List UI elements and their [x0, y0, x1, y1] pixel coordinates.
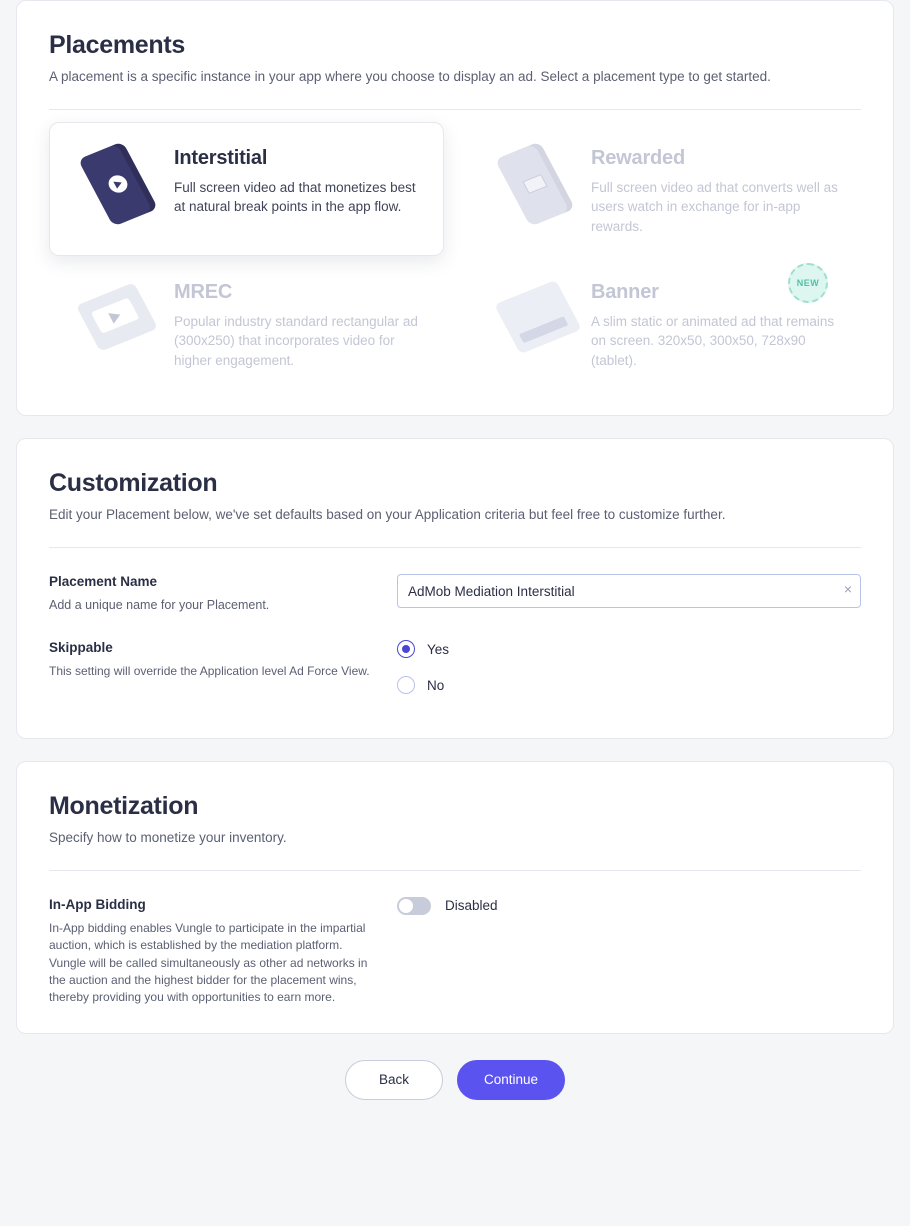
placement-option-description: Popular industry standard rectangular ad (300x250) that incorporates video for higher engagement. — [174, 313, 418, 368]
wizard-footer — [0, 1060, 910, 1100]
rewarded-illustration-icon — [487, 141, 583, 227]
continue-button[interactable]: Continue — [457, 1060, 565, 1100]
clear-icon[interactable]: × — [843, 581, 852, 598]
radio-icon[interactable] — [397, 676, 415, 694]
banner-illustration-icon — [487, 275, 583, 361]
skippable-option-yes[interactable] — [397, 640, 861, 658]
skippable-label: Skippable — [49, 640, 113, 656]
placement-option-title: MREC — [174, 280, 233, 303]
placement-option-interstitial[interactable] — [49, 122, 444, 256]
radio-icon[interactable] — [397, 640, 415, 658]
placement-option-description: Full screen video ad that monetizes best at natural break points in the app flow. — [174, 179, 416, 215]
placement-option-title: Banner — [591, 280, 659, 303]
placement-option-description: A slim static or animated ad that remains on screen. 320x50, 300x50, 728x90 (tablet). — [591, 313, 835, 368]
placement-option-title: Rewarded — [591, 146, 685, 169]
skippable-option-no[interactable] — [397, 676, 861, 694]
placement-option-mrec[interactable] — [49, 256, 444, 390]
placement-name-label: Placement Name — [49, 574, 158, 590]
customization-title: Customization — [49, 469, 218, 498]
mrec-illustration-icon — [70, 275, 166, 361]
radio-label: No — [427, 677, 445, 693]
in-app-bidding-toggle[interactable] — [397, 897, 431, 915]
interstitial-illustration-icon — [70, 141, 166, 227]
back-button[interactable]: Back — [345, 1060, 443, 1100]
skippable-row — [49, 640, 861, 712]
placement-name-help: Add a unique name for your Placement. — [49, 598, 270, 613]
monetization-card — [16, 761, 894, 1034]
placement-option-title: Interstitial — [174, 146, 268, 169]
monetization-subtitle: Specify how to monetize your inventory. — [49, 830, 287, 846]
placement-name-row — [49, 574, 861, 614]
placements-card — [16, 0, 894, 416]
in-app-bidding-state: Disabled — [445, 898, 498, 914]
in-app-bidding-label: In-App Bidding — [49, 896, 146, 912]
placements-title: Placements — [49, 31, 185, 59]
placement-option-banner[interactable] — [466, 256, 861, 390]
placement-option-description: Full screen video ad that converts well as users watch in exchange for in-app rewards. — [591, 179, 838, 235]
customization-card — [16, 438, 894, 739]
placement-option-rewarded[interactable] — [466, 122, 861, 256]
divider — [49, 870, 861, 871]
in-app-bidding-help: In-App bidding enables Vungle to participate in the impartial auction, which is established by the mediation platform. Vungle will be called simultaneously as other ad networks in the auction and the highest bidder for the placement wins, thereby providing you with opportunities to earn more. — [49, 920, 368, 1005]
skippable-help: This setting will override the Application level Ad Force View. — [49, 664, 370, 679]
placement-name-input[interactable] — [397, 574, 861, 608]
monetization-title: Monetization — [49, 792, 199, 821]
new-badge: NEW — [788, 263, 828, 303]
radio-label: Yes — [427, 641, 450, 657]
divider — [49, 109, 861, 110]
placement-options-grid — [49, 122, 861, 389]
customization-subtitle: Edit your Placement below, we've set defaults based on your Application criteria but feel free to customize further. — [49, 507, 726, 523]
in-app-bidding-row — [49, 897, 861, 1007]
divider — [49, 547, 861, 548]
placements-subtitle: A placement is a specific instance in your app where you choose to display an ad. Select a placement type to get started. — [49, 69, 771, 84]
